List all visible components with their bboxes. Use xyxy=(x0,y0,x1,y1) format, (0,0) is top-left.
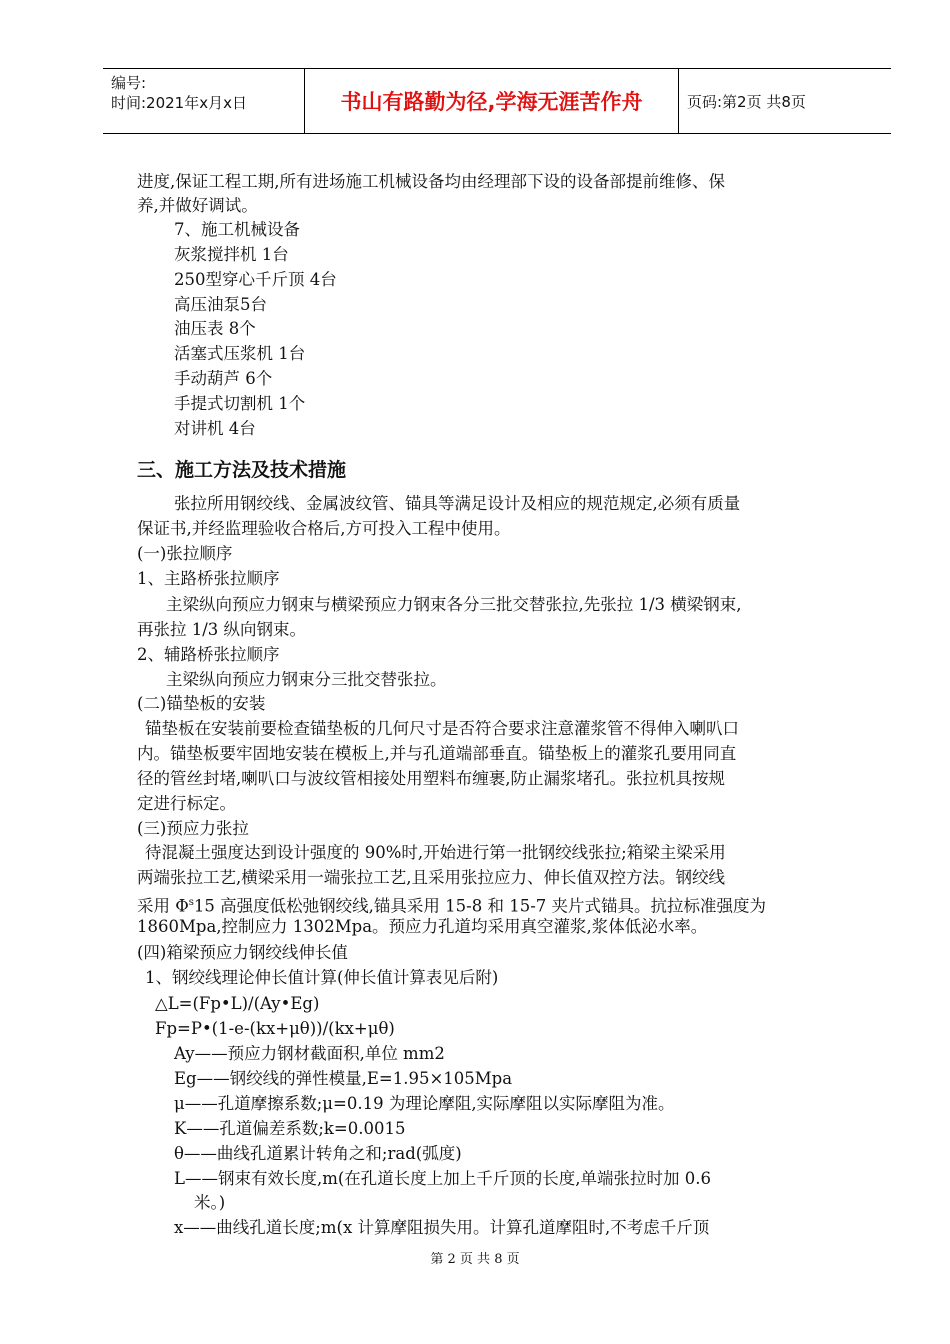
paragraph-line: 再张拉 1/3 纵向钢束。 xyxy=(137,620,307,639)
paragraph-line: 养,并做好调试。 xyxy=(137,196,258,215)
paragraph-line: 1860Mpa,控制应力 1302Mpa。预应力孔道均采用真空灌浆,浆体低泌水率。 xyxy=(137,917,708,936)
paragraph-line: 主梁纵向预应力钢束分三批交替张拉。 xyxy=(166,670,447,689)
subsection-heading: 2、辅路桥张拉顺序 xyxy=(137,645,280,664)
paragraph-line xyxy=(137,892,766,918)
paragraph-line: 内。锚垫板要牢固地安装在模板上,并与孔道端部垂直。锚垫板上的灌浆孔要用同直 xyxy=(137,744,737,763)
definition-line: x——曲线孔道长度;m(x 计算摩阻损失用。计算孔道摩阻时,不考虑千斤顶 xyxy=(174,1218,710,1237)
equipment-item: 手动葫芦 6个 xyxy=(174,369,273,388)
paragraph-line: 径的管丝封堵,喇叭口与波纹管相接处用塑料布缠裹,防止漏浆堵孔。张拉机具按规 xyxy=(137,769,725,788)
subsection-heading: (三)预应力张拉 xyxy=(137,819,249,838)
paragraph-line: 张拉所用钢绞线、金属波纹管、锚具等满足设计及相应的规范规定,必须有质量 xyxy=(174,494,741,513)
equipment-item: 活塞式压浆机 1台 xyxy=(174,344,306,363)
definition-line: μ——孔道摩擦系数;μ=0.19 为理论摩阻,实际摩阻以实际摩阻为准。 xyxy=(174,1094,675,1113)
definition-line: θ——曲线孔道累计转角之和;rad(弧度) xyxy=(174,1144,462,1163)
subsection-heading: (四)箱梁预应力钢绞线伸长值 xyxy=(137,943,348,962)
header-meta xyxy=(103,69,304,133)
document-time-label: 时间:2021年x月x日 xyxy=(111,94,247,112)
equipment-item: 对讲机 4台 xyxy=(174,419,256,438)
subsection-heading: 1、主路桥张拉顺序 xyxy=(137,569,280,588)
page-footer: 第 2 页 共 8 页 xyxy=(430,1252,520,1267)
formula: Fp=P•(1-e-(kx+μθ))/(kx+μθ) xyxy=(155,1019,395,1038)
definition-line: Ay——预应力钢材截面积,单位 mm2 xyxy=(174,1044,445,1063)
header-page-label: 页码:第2页 共8页 xyxy=(687,92,806,111)
definition-line: 米。) xyxy=(194,1193,226,1212)
formula: △L=(Fp•L)/(Ay•Eg) xyxy=(155,994,320,1013)
paragraph-line: 两端张拉工艺,横梁采用一端张拉工艺,且采用张拉应力、伸长值双控方法。钢绞线 xyxy=(137,868,725,887)
paragraph-line: 定进行标定。 xyxy=(137,794,236,813)
subsection-heading: (二)锚垫板的安装 xyxy=(137,694,266,713)
section-heading: 三、施工方法及技术措施 xyxy=(137,459,347,481)
text-segment: 15 高强度低松弛钢绞线,锚具采用 15-8 和 15-7 夹片式锚具。抗拉标准强度为 xyxy=(193,896,767,916)
equipment-item: 油压表 8个 xyxy=(174,319,256,338)
definition-line: K——孔道偏差系数;k=0.0015 xyxy=(174,1119,406,1138)
superscript: s xyxy=(188,897,194,908)
document-number-label: 编号: xyxy=(111,74,147,92)
paragraph-line: 主梁纵向预应力钢束与横梁预应力钢束各分三批交替张拉,先张拉 1/3 横梁钢束, xyxy=(166,595,742,614)
equipment-heading: 7、施工机械设备 xyxy=(174,220,300,239)
paragraph-line: 锚垫板在安装前要检查锚垫板的几何尺寸是否符合要求注意灌浆管不得伸入喇叭口 xyxy=(145,719,739,738)
equipment-item: 高压油泵5台 xyxy=(174,295,267,314)
equipment-item: 灰浆搅拌机 1台 xyxy=(174,245,289,264)
equipment-item: 250型穿心千斤顶 4台 xyxy=(174,270,337,289)
subsection-heading: 1、钢绞线理论伸长值计算(伸长值计算表见后附) xyxy=(145,968,499,987)
equipment-item: 手提式切割机 1个 xyxy=(174,394,306,413)
page-header xyxy=(103,68,891,134)
definition-line: L——钢束有效长度,m(在孔道长度上加上千斤顶的长度,单端张拉时加 0.6 xyxy=(174,1169,712,1188)
paragraph-line: 进度,保证工程工期,所有进场施工机械设备均由经理部下设的设备部提前维修、保 xyxy=(137,172,725,191)
definition-line: Eg——钢绞线的弹性模量,E=1.95×105Mpa xyxy=(174,1069,513,1088)
header-motto: 书山有路勤为径,学海无涯苦作舟 xyxy=(304,69,679,133)
paragraph-line: 保证书,并经监理验收合格后,方可投入工程中使用。 xyxy=(137,519,511,538)
text-segment: 采用 Φ xyxy=(137,896,189,916)
paragraph-line: 待混凝土强度达到设计强度的 90%时,开始进行第一批钢绞线张拉;箱梁主梁采用 xyxy=(145,843,726,862)
subsection-heading: (一)张拉顺序 xyxy=(137,544,233,563)
